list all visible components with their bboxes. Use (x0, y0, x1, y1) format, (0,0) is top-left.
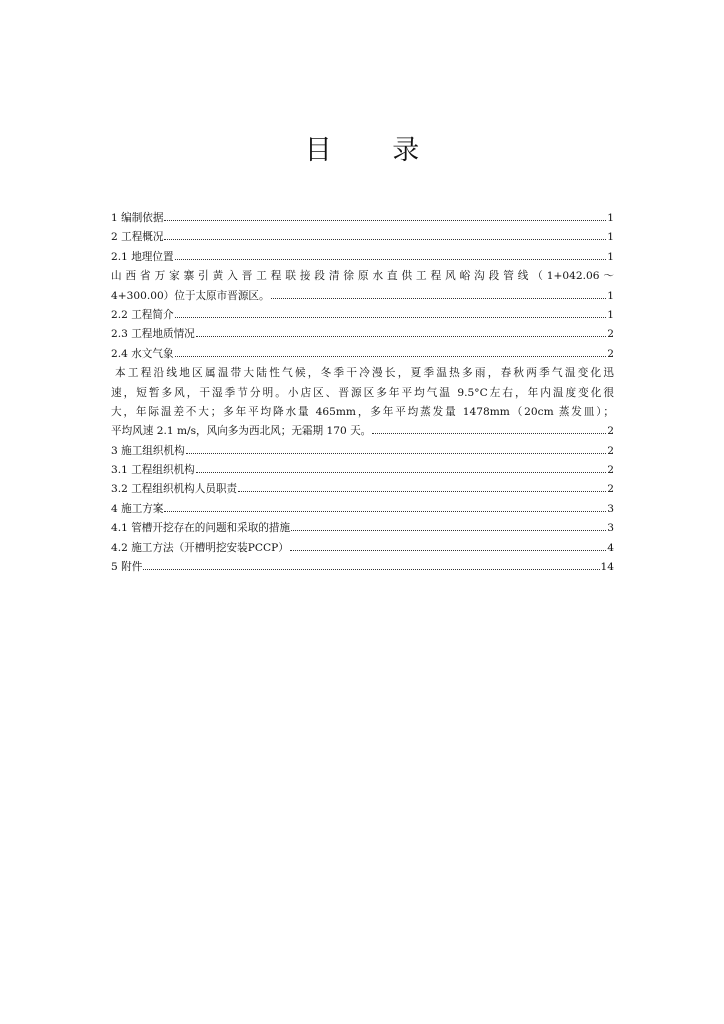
toc-entry[interactable] (111, 500, 614, 519)
toc-page-number: 1 (607, 308, 614, 321)
toc-leader (291, 529, 606, 531)
toc-page-number: 1 (607, 250, 614, 263)
toc-entry[interactable] (111, 228, 614, 247)
toc-entry-label: 2.3 工程地质情况 (111, 328, 195, 341)
toc-entry-label: 4.1 管槽开挖存在的问题和采取的措施 (111, 522, 291, 535)
toc-leader (164, 510, 606, 512)
toc-entry[interactable] (111, 248, 614, 267)
toc-entry-label: 4.2 施工方法（开槽明挖安装PCCP） (111, 541, 289, 554)
toc-page-number: 2 (607, 347, 614, 360)
toc-page-number: 2 (607, 328, 614, 341)
table-of-contents (111, 209, 614, 577)
toc-entry-label: 4 施工方案 (111, 502, 164, 515)
toc-entry[interactable] (111, 461, 614, 480)
toc-entry-label: 3 施工组织机构 (111, 444, 185, 457)
toc-paragraph-line: 大，年际温差不大；多年平均降水量 465mm，多年平均蒸发量 1478mm（20cm 蒸发皿）； (111, 405, 614, 418)
toc-entry-label: 2.2 工程简介 (111, 308, 174, 321)
toc-entry-label: 2 工程概况 (111, 231, 164, 244)
toc-paragraph-entry[interactable] (111, 267, 614, 306)
toc-leader (271, 297, 607, 299)
toc-paragraph-entry[interactable] (111, 364, 614, 442)
toc-entry-label: 2.1 地理位置 (111, 250, 174, 263)
toc-entry[interactable] (111, 539, 614, 558)
toc-page-number: 2 (607, 425, 614, 438)
toc-paragraph-line: 4+300.00）位于太原市晋源区。 (111, 289, 270, 302)
toc-entry[interactable] (111, 306, 614, 325)
toc-page-number: 1 (607, 231, 614, 244)
toc-entry[interactable] (111, 325, 614, 344)
toc-leader (175, 316, 607, 318)
toc-leader (372, 432, 606, 434)
toc-leader (143, 568, 599, 570)
toc-page-number: 1 (607, 212, 614, 224)
toc-paragraph-line: 本工程沿线地区属温带大陆性气候，冬季干冷漫长，夏季温热多雨，春秋两季气温变化迅 (115, 367, 614, 380)
toc-paragraph-line: 山西省万家寨引黄入晋工程联接段清徐原水直供工程风峪沟段管线（1+042.06～ (111, 270, 614, 283)
toc-page-number: 3 (607, 502, 614, 515)
toc-leader (238, 490, 606, 492)
toc-leader (290, 549, 606, 551)
toc-leader (175, 258, 607, 260)
toc-entry[interactable] (111, 442, 614, 461)
page-title: 目 录 (304, 135, 446, 166)
toc-entry[interactable] (111, 480, 614, 499)
toc-entry-label: 1 编制依据 (111, 212, 164, 224)
toc-leader (196, 471, 606, 473)
toc-leader (196, 335, 606, 337)
toc-leader (164, 238, 606, 240)
toc-paragraph-line: 平均风速 2.1 m/s，风向多为西北风；无霜期 170 天。 (111, 425, 372, 438)
toc-entry-label: 5 附件 (111, 561, 143, 574)
toc-page-number: 2 (607, 464, 614, 477)
toc-entry-label: 2.4 水文气象 (111, 347, 174, 360)
toc-entry[interactable] (111, 345, 614, 364)
toc-page-number: 2 (607, 483, 614, 496)
toc-leader (175, 355, 607, 357)
toc-leader (186, 452, 607, 454)
toc-entry[interactable] (111, 209, 614, 228)
toc-page-number: 14 (600, 561, 614, 574)
toc-entry[interactable] (111, 519, 614, 538)
toc-page-number: 4 (607, 541, 614, 554)
toc-entry[interactable] (111, 558, 614, 577)
toc-entry-label: 3.2 工程组织机构人员职责 (111, 483, 238, 496)
toc-page-number: 1 (607, 289, 614, 302)
toc-leader (164, 219, 606, 221)
toc-paragraph-line: 速，短暂多风，干湿季节分明。小店区、晋源区多年平均气温 9.5°C左右，年内温度变化很 (111, 386, 614, 399)
toc-entry-label: 3.1 工程组织机构 (111, 464, 195, 477)
toc-page-number: 3 (607, 522, 614, 535)
toc-page-number: 2 (607, 444, 614, 457)
